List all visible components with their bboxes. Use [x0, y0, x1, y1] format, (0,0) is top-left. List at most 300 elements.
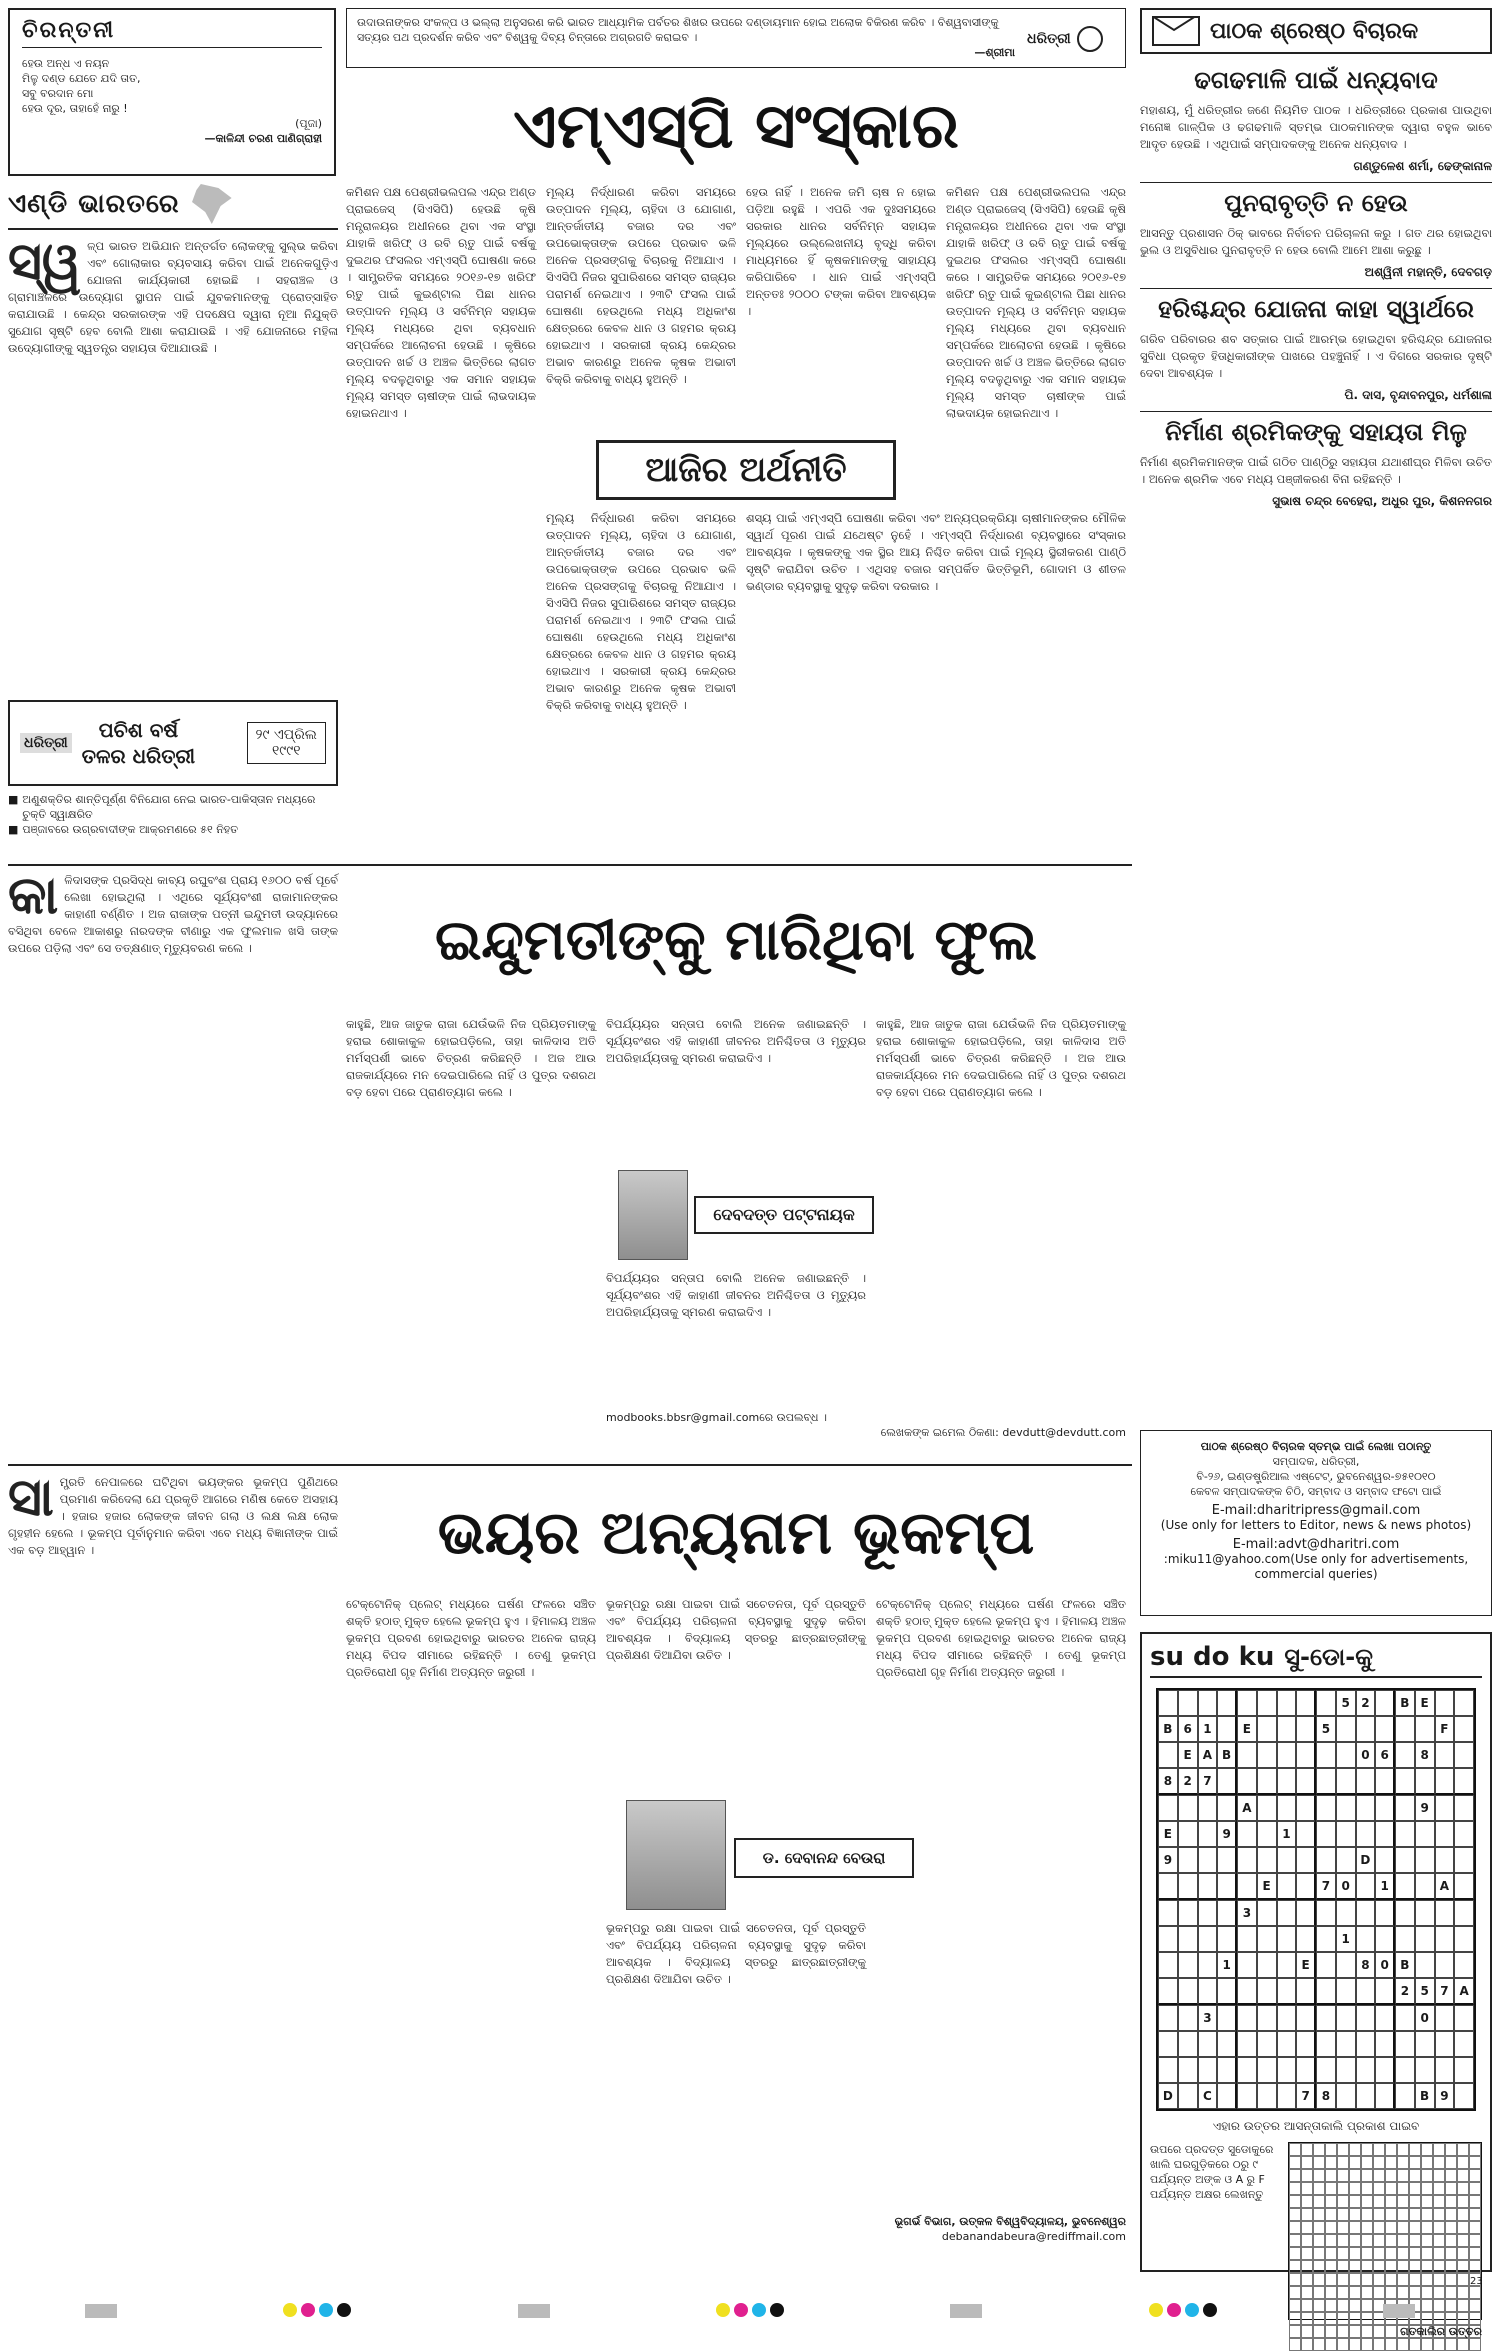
sudoku-cell: [1356, 2057, 1376, 2083]
paper-logo: [1027, 21, 1117, 57]
sudoku-cell: [1217, 1690, 1237, 1716]
answer-cell: [1325, 2247, 1337, 2260]
answer-cell: [1289, 2247, 1301, 2260]
sudoku-cell: [1198, 1690, 1218, 1716]
answer-cell: [1325, 2273, 1337, 2286]
answer-cell: [1385, 2169, 1397, 2182]
sudoku-cell: [1375, 2057, 1395, 2083]
answer-cell: [1385, 2195, 1397, 2208]
sudoku-cell: [1158, 2031, 1178, 2057]
sudoku-cell: [1257, 1821, 1277, 1847]
feature-contact-email[interactable]: ଲେଖକଙ୍କ ଇମେଲ ଠିକଣା: devdutt@devdutt.com: [880, 1426, 1126, 1439]
sudoku-cell: 5: [1336, 1690, 1356, 1716]
answer-cell: [1313, 2182, 1325, 2195]
sudoku-cell: [1316, 1978, 1336, 2005]
poem-line-3: ସବୁ ବରଦାନ ମୋ: [22, 87, 94, 100]
sudoku-cell: [1198, 2057, 1218, 2083]
sudoku-cell: [1375, 1978, 1395, 2005]
sudoku-cell: 6: [1178, 1716, 1198, 1742]
sudoku-cell: [1296, 2031, 1316, 2057]
answer-cell: [1445, 2273, 1457, 2286]
answer-cell: [1433, 2234, 1445, 2247]
sudoku-header: [1150, 1642, 1482, 1678]
answer-cell: [1349, 2143, 1361, 2156]
samachar-body: [8, 232, 338, 357]
sudoku-cell: [1277, 2005, 1297, 2031]
bullet-icon: ■: [8, 823, 19, 836]
answer-cell: [1457, 2221, 1469, 2234]
answer-cell: [1421, 2169, 1433, 2182]
answer-cell: [1289, 2208, 1301, 2221]
answer-cell: [1373, 2273, 1385, 2286]
answer-cell: [1457, 2195, 1469, 2208]
answer-cell: [1301, 2247, 1313, 2260]
answer-cell: [1361, 2182, 1373, 2195]
sudoku-cell: [1277, 1900, 1297, 1926]
sudoku-cell: [1277, 1716, 1297, 1742]
answer-cell: [1313, 2273, 1325, 2286]
answer-cell: [1349, 2234, 1361, 2247]
answer-cell: [1313, 2338, 1325, 2351]
sudoku-cell: [1198, 1873, 1218, 1900]
contact-line: ପାଠକ ଶ୍ରେଷ୍ଠ ବିଚାରକ ସ୍ତମ୍ଭ ପାଇଁ ଲେଖା ପଠାନ୍ତୁ: [1200, 1440, 1432, 1453]
answer-cell: [1433, 2208, 1445, 2221]
answer-cell: [1445, 2247, 1457, 2260]
answer-cell: [1337, 2260, 1349, 2273]
sudoku-cell: [1454, 1952, 1474, 1978]
answer-cell: [1385, 2156, 1397, 2169]
grey-mark: [518, 2304, 550, 2318]
answer-cell: [1337, 2247, 1349, 2260]
contact-line: ସମ୍ପାଦକ, ଧରିତ୍ରୀ,: [1272, 1455, 1360, 1468]
sudoku-cell: [1217, 1926, 1237, 1952]
earthquake-col-1: [8, 1468, 338, 2254]
sudoku-cell: [1415, 1847, 1435, 1873]
answer-cell: [1301, 2273, 1313, 2286]
answer-cell: [1325, 2182, 1337, 2195]
sudoku-cell: [1217, 1873, 1237, 1900]
sudoku-cell: [1395, 2031, 1415, 2057]
letter-3: [1140, 295, 1492, 412]
answer-cell: [1457, 2260, 1469, 2273]
answer-cell: [1337, 2156, 1349, 2169]
sudoku-cell: [1217, 2005, 1237, 2031]
archive-item-text: ପଞ୍ଜାବରେ ଉଗ୍ରବାଦୀଙ୍କ ଆକ୍ରମଣରେ ୫୧ ନିହତ: [22, 823, 239, 836]
sudoku-cell: [1316, 2031, 1336, 2057]
answer-cell: [1457, 2156, 1469, 2169]
sudoku-cell: 8: [1356, 1952, 1376, 1978]
earthquake-author-name: ଡ. ଦେବାନନ୍ଦ ବେଉରା: [762, 1849, 886, 1867]
sudoku-cell: [1336, 2005, 1356, 2031]
answer-cell: [1409, 2208, 1421, 2221]
editorial-col-4: ଶସ୍ୟ ପାଇଁ ଏମ୍ଏସ୍ପି ଘୋଷଣା କରିବା ଏବଂ ଅନ୍ୟପ୍ରକ୍ରିୟା ଚାଷୀମାନଙ୍କର ମୌଳିକ ସ୍ୱାର୍ଥ ପୂରଣ ପାଇଁ ଯଥେଷ୍ଟ ନୁହେଁ । ଏମ୍ଏସ୍ପି ନିର୍ଦ୍ଧାରଣ ବ୍ୟବସ୍ଥାରେ ସଂସ୍କାର ଆବଶ୍ୟକ । କୃଷକଙ୍କୁ ଏକ ସ୍ଥିର ଆୟ ନିଶ୍ଚିତ କରିବା ପାଇଁ ମୂଲ୍ୟ ସ୍ଥିରୀକରଣ ପାଣ୍ଠି ସୃଷ୍ଟି କରାଯିବା ଉଚିତ । ଏଥିସହ ବଜାର ସମ୍ପର୍କିତ ଭିତ୍ତିଭୂମି, ଗୋଦାମ ଓ ଶୀତଳ ଭଣ୍ଡାର ବ୍ୟବସ୍ଥାକୁ ସୁଦୃଢ଼ କରିବା ଦରକାର ।: [746, 511, 1126, 593]
sudoku-cell: [1296, 1978, 1316, 2005]
answer-cell: [1301, 2182, 1313, 2195]
poem-author: —କାଳିନ୍ଦୀ ଚରଣ ପାଣିଗ୍ରାହୀ: [204, 132, 322, 145]
answer-cell: [1433, 2221, 1445, 2234]
sudoku-cell: [1375, 1690, 1395, 1716]
answer-cell: [1301, 2195, 1313, 2208]
answer-cell: [1469, 2169, 1481, 2182]
sudoku-cell: 9: [1217, 1821, 1237, 1847]
answer-cell: [1349, 2156, 1361, 2169]
sudoku-cell: [1277, 1690, 1297, 1716]
sudoku-cell: [1415, 2031, 1435, 2057]
editor-email-note: (Use only for letters to Editor, news & news photos): [1160, 1518, 1472, 1532]
feature-author-name: ଦେବଦତ୍ତ ପଟ୍ଟନାୟକ: [713, 1205, 855, 1224]
sudoku-cell: E: [1178, 1742, 1198, 1768]
sudoku-title-latin: su do ku: [1150, 1642, 1275, 1672]
sudoku-cell: [1316, 1926, 1336, 1952]
sudoku-cell: [1158, 2005, 1178, 2031]
sudoku-cell: [1454, 1690, 1474, 1716]
answer-cell: [1409, 2273, 1421, 2286]
answer-cell: [1409, 2182, 1421, 2195]
sudoku-cell: [1356, 1716, 1376, 1742]
answer-cell: [1349, 2338, 1361, 2351]
sudoku-cell: [1316, 1847, 1336, 1873]
poem-line-2: ମିଳୁ ଦଣ୍ଡ ଯେତେ ଯଦି ତାତ,: [22, 72, 141, 85]
sudoku-cell: [1336, 2083, 1356, 2109]
paper-name: ଧରିତ୍ରୀ: [1027, 31, 1071, 47]
answer-cell: [1325, 2234, 1337, 2247]
sudoku-cell: [1277, 1978, 1297, 2005]
answer-cell: [1409, 2260, 1421, 2273]
answer-cell: [1289, 2338, 1301, 2351]
answer-cell: [1445, 2195, 1457, 2208]
answer-cell: [1301, 2260, 1313, 2273]
sudoku-cell: [1237, 1768, 1257, 1795]
sudoku-cell: [1257, 1978, 1277, 2005]
answer-cell: [1313, 2208, 1325, 2221]
sudoku-cell: 9: [1158, 1847, 1178, 1873]
sudoku-cell: [1257, 1926, 1277, 1952]
sudoku-cell: [1435, 2005, 1455, 2031]
earthquake-col-4: ଟେକ୍ଟୋନିକ୍ ପ୍ଲେଟ୍ ମଧ୍ୟରେ ଘର୍ଷଣ ଫଳରେ ସଞ୍ଚିତ ଶକ୍ତି ହଠାତ୍ ମୁକ୍ତ ହେଲେ ଭୂକମ୍ପ ହୁଏ । ହିମାଳୟ ଅଞ୍ଚଳ ଭୂକମ୍ପ ପ୍ରବଣ ହୋଇଥିବାରୁ ଭାରତର ଅନେକ ରାଜ୍ୟ ମଧ୍ୟ ବିପଦ ସୀମାରେ ରହିଛନ୍ତି । ତେଣୁ ଭୂକମ୍ପ ପ୍ରତିରୋଧୀ ଗୃହ ନିର୍ମାଣ ଅତ୍ୟନ୍ତ ଜରୁରୀ ।: [876, 1597, 1126, 1679]
sudoku-cell: 0: [1415, 2005, 1435, 2031]
sudoku-cell: B: [1395, 1952, 1415, 1978]
answer-cell: [1421, 2234, 1433, 2247]
samachar-header: [8, 184, 338, 230]
editorial-label-box: [596, 440, 896, 500]
feature-contact2[interactable]: modbooks.bbsr@gmail.comରେ ଉପଲବ୍ଧ ।: [606, 1411, 827, 1424]
letter-1-text: ମହାଶୟ, ମୁଁ ଧରିତ୍ରୀର ଜଣେ ନିୟମିତ ପାଠକ । ଧରିତ୍ରୀରେ ପ୍ରକାଶ ପାଉଥିବା ମନୋଜ୍ଞ ଗାଳ୍ପିକ ଓ ଢଗଢମାଳି ସ୍ତମ୍ଭ ପାଠକମାନଙ୍କ ଦ୍ୱାରା ବହୁଳ ଭାବେ ଆଦୃତ ହେଉଛି । ଏଥିପାଇଁ ସମ୍ପାଦକଙ୍କୁ ଅନେକ ଧନ୍ୟବାଦ ।: [1140, 103, 1492, 151]
sudoku-cell: [1158, 1926, 1178, 1952]
sudoku-cell: [1336, 1847, 1356, 1873]
sudoku-cell: [1454, 1926, 1474, 1952]
answer-cell: [1385, 2221, 1397, 2234]
sudoku-cell: [1178, 2083, 1198, 2109]
earthquake-col-3b: ଭୂକମ୍ପରୁ ରକ୍ଷା ପାଇବା ପାଇଁ ସଚେତନତା, ପୂର୍ବ ପ୍ରସ୍ତୁତି ଏବଂ ବିପର୍ଯ୍ୟୟ ପରିଚାଳନା ବ୍ୟବସ୍ଥାକୁ ସୁଦୃଢ଼ କରିବା ଆବଶ୍ୟକ । ବିଦ୍ୟାଳୟ ସ୍ତରରୁ ଛାତ୍ରଛାତ୍ରୀଙ୍କୁ ପ୍ରଶିକ୍ଷଣ ଦିଆଯିବା ଉଚିତ ।: [606, 1921, 866, 1986]
answer-cell: [1361, 2221, 1373, 2234]
feature-col-3b: ବିପର୍ଯ୍ୟୟର ସନ୍ତାପ ବୋଲି ଅନେକ ଜଣାଇଛନ୍ତି । ସୂର୍ଯ୍ୟବଂଶର ଏହି କାହାଣୀ ଜୀବନର ଅନିଶ୍ଚିତତା ଓ ମୃତ୍ୟୁର ଅପରିହାର୍ଯ୍ୟତାକୁ ସ୍ମରଣ କରାଇଦିଏ ।: [606, 1271, 866, 1319]
answer-cell: [1289, 2156, 1301, 2169]
divider: [8, 864, 1132, 866]
sudoku-cell: [1178, 1821, 1198, 1847]
sudoku-cell: [1296, 2057, 1316, 2083]
sudoku-cell: 9: [1415, 1795, 1435, 1821]
sudoku-cell: 2: [1356, 1690, 1376, 1716]
answer-cell: [1349, 2273, 1361, 2286]
feature-col-1-text: ଳିଦାସଙ୍କ ପ୍ରସିଦ୍ଧ କାବ୍ୟ ରଘୁବଂଶ ପ୍ରାୟ ୧୬୦୦ ବର୍ଷ ପୂର୍ବେ ଲେଖା ହୋଇଥିଲା । ଏଥିରେ ସୂର୍ଯ୍ୟବଂଶୀ ରାଜାମାନଙ୍କର କାହାଣୀ ବର୍ଣ୍ଣିତ । ଅଜ ରାଜାଙ୍କ ପତ୍ନୀ ଇନ୍ଦୁମତୀ ଉଦ୍ୟାନରେ ବସିଥିବା ବେଳେ ଆକାଶରୁ ନାରଦଙ୍କ ବୀଣାରୁ ଏକ ଫୁଲମାଳ ଖସି ତାଙ୍କ ଉପରେ ପଡ଼ିଲା ଏବଂ ସେ ତତ୍କ୍ଷଣାତ୍ ମୃତ୍ୟୁବରଣ କଲେ ।: [8, 873, 338, 955]
sudoku-cell: 1: [1336, 1926, 1356, 1952]
sudoku-cell: B: [1217, 1742, 1237, 1768]
poem-line-4: ହେଉ ଦୂର, ତାହାହେଁ ନାରୁ !: [22, 102, 128, 115]
adv-email-link[interactable]: E-mail:advt@dharitri.com: [1232, 1537, 1400, 1552]
quote-author: —ଶ୍ରୀମା: [974, 46, 1015, 59]
sudoku-cell: [1356, 1900, 1376, 1926]
sudoku-cell: [1277, 1952, 1297, 1978]
sudoku-cell: [1316, 1690, 1336, 1716]
sudoku-cell: 3: [1237, 1900, 1257, 1926]
answer-cell: [1313, 2247, 1325, 2260]
archive-item: [8, 792, 338, 822]
answer-cell: [1301, 2208, 1313, 2221]
feature-title: ଇନ୍ଦୁମତୀଙ୍କୁ ମାରିଥିବା ଫୁଲ: [434, 908, 1038, 973]
sudoku-cell: [1217, 2031, 1237, 2057]
answer-cell: [1397, 2260, 1409, 2273]
sudoku-cell: [1435, 1847, 1455, 1873]
sudoku-cell: [1454, 1873, 1474, 1900]
sudoku-cell: [1375, 2031, 1395, 2057]
sudoku-cell: [1296, 1768, 1316, 1795]
sudoku-cell: [1356, 1978, 1376, 2005]
answer-cell: [1457, 2182, 1469, 2195]
letter-2: [1140, 189, 1492, 289]
earthquake-contact: [606, 2214, 1126, 2258]
sudoku-cell: 1: [1198, 1716, 1218, 1742]
letter-1: [1140, 66, 1492, 183]
answer-cell: [1325, 2156, 1337, 2169]
sudoku-cell: [1435, 1795, 1455, 1821]
answer-cell: [1445, 2234, 1457, 2247]
sudoku-cell: [1356, 1873, 1376, 1900]
answer-cell: [1397, 2247, 1409, 2260]
sudoku-cell: [1217, 1716, 1237, 1742]
answer-cell: [1445, 2260, 1457, 2273]
answer-cell: [1337, 2143, 1349, 2156]
answer-cell: [1457, 2169, 1469, 2182]
grey-mark: [85, 2304, 117, 2318]
sudoku-cell: [1336, 1716, 1356, 1742]
sudoku-cell: [1237, 2083, 1257, 2109]
letter-3-author: ପି. ଦାସ, ବୃନ୍ଦାବନପୁର, ଧର୍ମଶାଳା: [1344, 388, 1492, 402]
sudoku-cell: [1296, 1926, 1316, 1952]
sudoku-cell: 7: [1435, 1978, 1455, 2005]
answer-cell: [1433, 2273, 1445, 2286]
sudoku-cell: [1395, 1847, 1415, 1873]
quote-box: [346, 8, 1126, 68]
sudoku-cell: [1375, 2083, 1395, 2109]
answer-cell: [1433, 2143, 1445, 2156]
sudoku-cell: B: [1415, 2083, 1435, 2109]
sudoku-cell: F: [1435, 1716, 1455, 1742]
sudoku-cell: [1375, 1847, 1395, 1873]
answer-cell: [1289, 2221, 1301, 2234]
sudoku-cell: [1277, 1873, 1297, 1900]
editor-email-link[interactable]: E-mail:dharitripress@gmail.com: [1211, 1503, 1421, 1518]
sudoku-cell: [1395, 2005, 1415, 2031]
sudoku-cell: [1435, 1742, 1455, 1768]
sudoku-cell: [1277, 1926, 1297, 1952]
sudoku-cell: [1277, 2057, 1297, 2083]
sudoku-cell: [1217, 2083, 1237, 2109]
sudoku-cell: [1257, 1690, 1277, 1716]
contact-line: ବି-୨୬, ଇଣ୍ଡଷ୍ଟ୍ରିଆଲ ଏଷ୍ଟେଟ୍, ଭୁବନେଶ୍ୱର-୭୫୧୦୧୦: [1196, 1470, 1436, 1483]
letter-1-title: ଢଗଢମାଳି ପାଇଁ ଧନ୍ୟବାଦ: [1194, 66, 1438, 94]
answer-cell: [1433, 2156, 1445, 2169]
sudoku-cell: [1198, 1847, 1218, 1873]
sudoku-cell: [1257, 2005, 1277, 2031]
color-registration-mark: [1147, 2302, 1219, 2321]
sudoku-cell: 1: [1217, 1952, 1237, 1978]
sudoku-cell: [1198, 1795, 1218, 1821]
sudoku-cell: [1178, 1847, 1198, 1873]
letter-3-text: ଗରିବ ପରିବାରର ଶବ ସତ୍କାର ପାଇଁ ଆରମ୍ଭ ହୋଇଥିବା ହରିଶ୍ଚନ୍ଦ୍ର ଯୋଜନାର ସୁବିଧା ପ୍ରକୃତ ହିତାଧିକାରୀଙ୍କ ପାଖରେ ପହଞ୍ଚୁନାହିଁ । ଏ ଦିଗରେ ସରକାର ଦୃଷ୍ଟି ଦେବା ଆବଶ୍ୟକ ।: [1140, 332, 1492, 380]
answer-cell: [1397, 2273, 1409, 2286]
answer-cell: [1373, 2156, 1385, 2169]
answer-cell: [1445, 2143, 1457, 2156]
sudoku-cell: [1296, 1690, 1316, 1716]
archive-items: [8, 792, 338, 856]
answer-cell: [1301, 2156, 1313, 2169]
sudoku-cell: [1257, 1847, 1277, 1873]
sudoku-cell: [1217, 1978, 1237, 2005]
letters-banner: [1140, 8, 1492, 54]
sudoku-cell: 5: [1316, 1716, 1336, 1742]
answer-cell: [1445, 2156, 1457, 2169]
editorial-col-2b: ମୂଲ୍ୟ ନିର୍ଦ୍ଧାରଣ କରିବା ସମୟରେ ଉତ୍ପାଦନ ମୂଲ୍ୟ, ଚାହିଦା ଓ ଯୋଗାଣ, ଆନ୍ତର୍ଜାତୀୟ ବଜାର ଦର ଏବଂ ଉପଭୋକ୍ତାଙ୍କ ଉପରେ ପ୍ରଭାବ ଭଳି ଅନେକ ପ୍ରସଙ୍ଗକୁ ବିଚାରକୁ ନିଆଯାଏ । ସିଏସିପି ନିଜର ସୁପାରିଶରେ ସମସ୍ତ ରାଜ୍ୟର ପରାମର୍ଶ ନେଇଥାଏ । ୨୩ଟି ଫସଲ ପାଇଁ ଘୋଷଣା ହେଉଥିଲେ ମଧ୍ୟ ଅଧିକାଂଶ କ୍ଷେତ୍ରରେ କେବଳ ଧାନ ଓ ଗହମର କ୍ରୟ ହୋଇଥାଏ । ସରକାରୀ କ୍ରୟ କେନ୍ଦ୍ରର ଅଭାବ କାରଣରୁ ଅନେକ କୃଷକ ଅଭାବୀ ବିକ୍ରି କରିବାକୁ ବାଧ୍ୟ ହୁଅନ୍ତି ।: [546, 511, 736, 712]
answer-cell: [1469, 2182, 1481, 2195]
answer-cell: [1289, 2195, 1301, 2208]
answer-cell: [1469, 2208, 1481, 2221]
earthquake-contact-email[interactable]: debanandabeura@rediffmail.com: [941, 2230, 1126, 2243]
sudoku-cell: D: [1356, 1847, 1376, 1873]
answer-cell: [1325, 2260, 1337, 2273]
sudoku-cell: [1336, 1768, 1356, 1795]
answer-cell: [1325, 2221, 1337, 2234]
answer-cell: [1457, 2143, 1469, 2156]
answer-cell: [1313, 2234, 1325, 2247]
sudoku-cell: 5: [1415, 1978, 1435, 2005]
sudoku-answer-label: ଗତକାଲିର ଉତ୍ତର: [1400, 2325, 1482, 2338]
sudoku-cell: [1395, 1926, 1415, 1952]
sudoku-cell: [1178, 1926, 1198, 1952]
answer-cell: [1469, 2143, 1481, 2156]
sudoku-cell: [1454, 2083, 1474, 2109]
sudoku-cell: [1395, 1716, 1415, 1742]
answer-cell: [1385, 2260, 1397, 2273]
sudoku-cell: [1158, 1900, 1178, 1926]
answer-cell: [1457, 2338, 1469, 2351]
sudoku-cell: [1237, 1978, 1257, 2005]
sudoku-cell: [1336, 2031, 1356, 2057]
editorial-title: ଏମ୍ଏସ୍ପି ସଂସ୍କାର: [513, 89, 959, 162]
sudoku-cell: [1316, 1821, 1336, 1847]
answer-cell: [1409, 2143, 1421, 2156]
sudoku-cell: [1454, 1847, 1474, 1873]
answer-cell: [1409, 2247, 1421, 2260]
answer-cell: [1409, 2169, 1421, 2182]
archive-label: [82, 717, 195, 769]
sudoku-cell: [1178, 1978, 1198, 2005]
answer-cell: [1421, 2143, 1433, 2156]
sudoku-cell: [1178, 2057, 1198, 2083]
answer-cell: [1349, 2208, 1361, 2221]
sudoku-cell: [1277, 1742, 1297, 1768]
sudoku-cell: [1257, 1768, 1277, 1795]
samachar-section: [8, 184, 338, 724]
answer-cell: [1337, 2273, 1349, 2286]
sudoku-cell: [1415, 1926, 1435, 1952]
wheel-icon: [1077, 26, 1103, 52]
answer-cell: [1409, 2234, 1421, 2247]
sudoku-cell: [1198, 2031, 1218, 2057]
answer-cell: [1469, 2260, 1481, 2273]
letter-2-title: ପୁନରାବୃତ୍ତି ନ ହେଉ: [1224, 189, 1408, 217]
answer-cell: [1361, 2195, 1373, 2208]
print-marks: [0, 2296, 1500, 2326]
answer-cell: [1373, 2234, 1385, 2247]
sudoku-cell: [1178, 1873, 1198, 1900]
sudoku-cell: 8: [1316, 2083, 1336, 2109]
archive-label-line2: ତଳର ଧରିତ୍ରୀ: [81, 744, 196, 768]
sudoku-cell: [1415, 1716, 1435, 1742]
answer-cell: [1289, 2169, 1301, 2182]
answer-cell: [1337, 2338, 1349, 2351]
sudoku-cell: 8: [1158, 1768, 1178, 1795]
sudoku-cell: [1237, 1952, 1257, 1978]
sudoku-cell: [1454, 1742, 1474, 1768]
answer-cell: [1361, 2260, 1373, 2273]
sudoku-cell: E: [1415, 1690, 1435, 1716]
answer-cell: [1349, 2260, 1361, 2273]
sudoku-cell: [1395, 2083, 1415, 2109]
sudoku-cell: [1395, 1742, 1415, 1768]
sudoku-cell: [1316, 2057, 1336, 2083]
letter-2-text: ଆସନ୍ତୁ ପ୍ରଶାସନ ଠିକ୍ ଭାବରେ ନିର୍ବାଚନ ପରିଚାଳନା କରୁ । ଗତ ଥର ହୋଇଥିବା ଭୁଲ ଓ ଅସୁବିଧାର ପୁନରାବୃତ୍ତି ନ ହେଉ ବୋଲି ଆମେ ଆଶା କରୁଛୁ ।: [1140, 226, 1492, 257]
answer-cell: [1421, 2338, 1433, 2351]
sudoku-cell: [1296, 1795, 1316, 1821]
sudoku-cell: [1375, 2005, 1395, 2031]
sudoku-cell: [1158, 1978, 1178, 2005]
answer-cell: [1373, 2247, 1385, 2260]
sudoku-cell: 9: [1435, 2083, 1455, 2109]
sudoku-cell: [1237, 1847, 1257, 1873]
sudoku-cell: [1316, 1742, 1336, 1768]
feature-contact: [606, 1410, 1126, 1454]
answer-cell: [1337, 2208, 1349, 2221]
feature-col-2: କାହୁଛି, ଆଜ ଜାତୁକ ରାଜା ଯେଉଁଭଳି ନିଜ ପ୍ରିୟତମାଙ୍କୁ ହରାଇ ଶୋକାକୁଳ ହୋଇପଡ଼ିଲେ, ତାହା କାଳିଦାସ ଅତି ମର୍ମସ୍ପର୍ଶୀ ଭାବେ ଚିତ୍ରଣ କରିଛନ୍ତି । ଅଜ ଆଉ ରାଜକାର୍ଯ୍ୟରେ ମନ ଦେଇପାରିଲେ ନାହିଁ ଓ ପୁତ୍ର ଦଶରଥ ବଡ଼ ହେବା ପରେ ପ୍ରାଣତ୍ୟାଗ କଲେ ।: [346, 1017, 596, 1099]
answer-cell: [1325, 2169, 1337, 2182]
earthquake-title: ଭୟର ଅନ୍ୟନାମ ଭୂକମ୍ପ: [437, 1498, 1035, 1568]
answer-cell: [1397, 2234, 1409, 2247]
answer-cell: [1421, 2221, 1433, 2234]
sudoku-cell: [1257, 1716, 1277, 1742]
letter-4: [1140, 418, 1492, 517]
answer-cell: [1337, 2195, 1349, 2208]
answer-cell: [1457, 2234, 1469, 2247]
answer-cell: [1337, 2182, 1349, 2195]
sudoku-cell: [1375, 1926, 1395, 1952]
sudoku-cell: [1316, 2005, 1336, 2031]
answer-cell: [1445, 2221, 1457, 2234]
sudoku-cell: [1375, 1795, 1395, 1821]
answer-cell: [1301, 2143, 1313, 2156]
answer-cell: [1373, 2260, 1385, 2273]
sudoku-cell: [1158, 1742, 1178, 1768]
adv-email-note: :miku11@yahoo.com(Use only for advertisements, commercial queries): [1163, 1552, 1469, 1581]
